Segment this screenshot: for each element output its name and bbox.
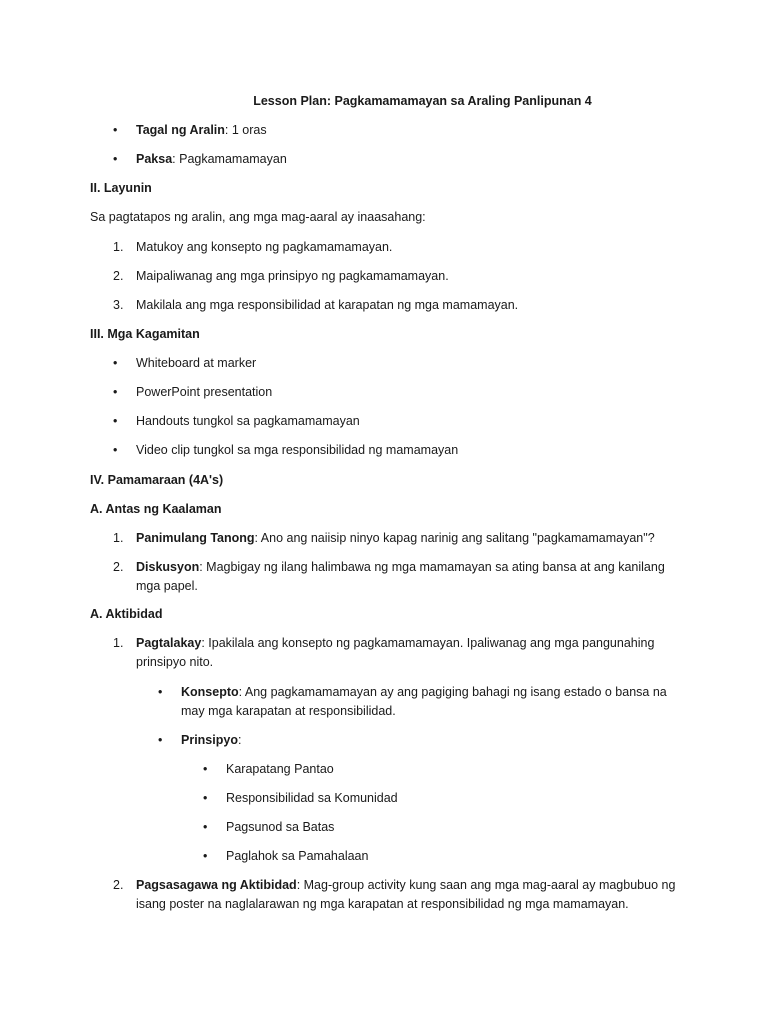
item-text-continued: prinsipyo nito. (136, 655, 214, 669)
list-item: Makilala ang mga responsibilidad at karapatan ng mga mamamayan. (136, 298, 519, 312)
number-marker: 3. (113, 298, 124, 312)
bullet-marker: • (203, 849, 208, 863)
item-label: Pagtalakay (136, 636, 202, 650)
principle-item: Pagsunod sa Batas (226, 820, 335, 834)
item-label: Panimulang Tanong (136, 531, 255, 545)
section-heading-kagamitan: III. Mga Kagamitan (90, 327, 200, 341)
principle-item: Responsibilidad sa Komunidad (226, 791, 398, 805)
item-text: : Ipakilala ang konsepto ng pagkamamamayan. Ipaliwanag ang mga pangunahing (201, 636, 655, 650)
number-marker: 2. (113, 560, 124, 574)
list-item: Whiteboard at marker (136, 356, 257, 370)
subsection-heading-antas: A. Antas ng Kaalaman (90, 502, 222, 516)
list-item (136, 560, 665, 575)
duration-line (136, 123, 267, 138)
layunin-lead: Sa pagtatapos ng aralin, ang mga mag-aaral ay inaasahang: (90, 210, 426, 224)
topic-line (136, 152, 287, 167)
item-label: Diskusyon (136, 560, 200, 574)
item-label: Pagsasagawa ng Aktibidad (136, 878, 297, 892)
bullet-marker: • (113, 443, 118, 457)
bullet-marker: • (158, 685, 163, 699)
bullet-marker: • (113, 356, 118, 370)
principle-item: Karapatang Pantao (226, 762, 334, 776)
item-text: : Ang pagkamamamayan ay ang pagiging bahagi ng isang estado o bansa na (238, 685, 667, 699)
subsection-heading-aktibidad: A. Aktibidad (90, 607, 163, 621)
list-item: Handouts tungkol sa pagkamamamayan (136, 414, 360, 428)
item-text: : Mag-group activity kung saan ang mga mag-aaral ay magbubuo ng (296, 878, 676, 892)
list-item: Matukoy ang konsepto ng pagkamamamayan. (136, 240, 393, 254)
bullet-marker: • (113, 152, 118, 166)
list-item: Video clip tungkol sa mga responsibilidad ng mamamayan (136, 443, 459, 457)
bullet-marker: • (113, 414, 118, 428)
item-label: Konsepto (181, 685, 239, 699)
duration-value: : 1 oras (224, 123, 267, 137)
sub-list-item (181, 733, 241, 748)
list-item: Maipaliwanag ang mga prinsipyo ng pagkamamamayan. (136, 269, 449, 283)
list-item (136, 531, 655, 546)
number-marker: 1. (113, 531, 124, 545)
sub-list-item (181, 685, 667, 700)
item-text: : (237, 733, 242, 747)
item-text: : Magbigay ng ilang halimbawa ng mga mamamayan sa ating bansa at ang kanilang (199, 560, 665, 574)
item-text: : Ano ang naiisip ninyo kapag narinig ang salitang "pagkamamamayan"? (254, 531, 655, 545)
section-heading-pamamaraan: IV. Pamamaraan (4A's) (90, 473, 224, 487)
item-text-continued: isang poster na naglalarawan ng mga karapatan at responsibilidad ng mga mamamayan. (136, 897, 629, 911)
item-label: Prinsipyo (181, 733, 238, 747)
number-marker: 2. (113, 269, 124, 283)
number-marker: 2. (113, 878, 124, 892)
bullet-marker: • (203, 820, 208, 834)
number-marker: 1. (113, 636, 124, 650)
section-heading-layunin: II. Layunin (90, 181, 152, 195)
bullet-marker: • (113, 123, 118, 137)
principle-item: Paglahok sa Pamahalaan (226, 849, 369, 863)
topic-value: : Pagkamamamayan (172, 152, 287, 166)
bullet-marker: • (158, 733, 163, 747)
topic-label: Paksa (136, 152, 173, 166)
duration-label: Tagal ng Aralin (136, 123, 225, 137)
bullet-marker: • (203, 791, 208, 805)
item-text-continued: mga papel. (136, 579, 198, 593)
list-item (136, 636, 654, 651)
bullet-marker: • (113, 385, 118, 399)
item-text-continued: may mga karapatan at responsibilidad. (181, 704, 396, 718)
page-title: Lesson Plan: Pagkamamamayan sa Araling Panlipunan 4 (253, 94, 592, 108)
list-item (136, 878, 675, 893)
bullet-marker: • (203, 762, 208, 776)
number-marker: 1. (113, 240, 124, 254)
list-item: PowerPoint presentation (136, 385, 273, 399)
